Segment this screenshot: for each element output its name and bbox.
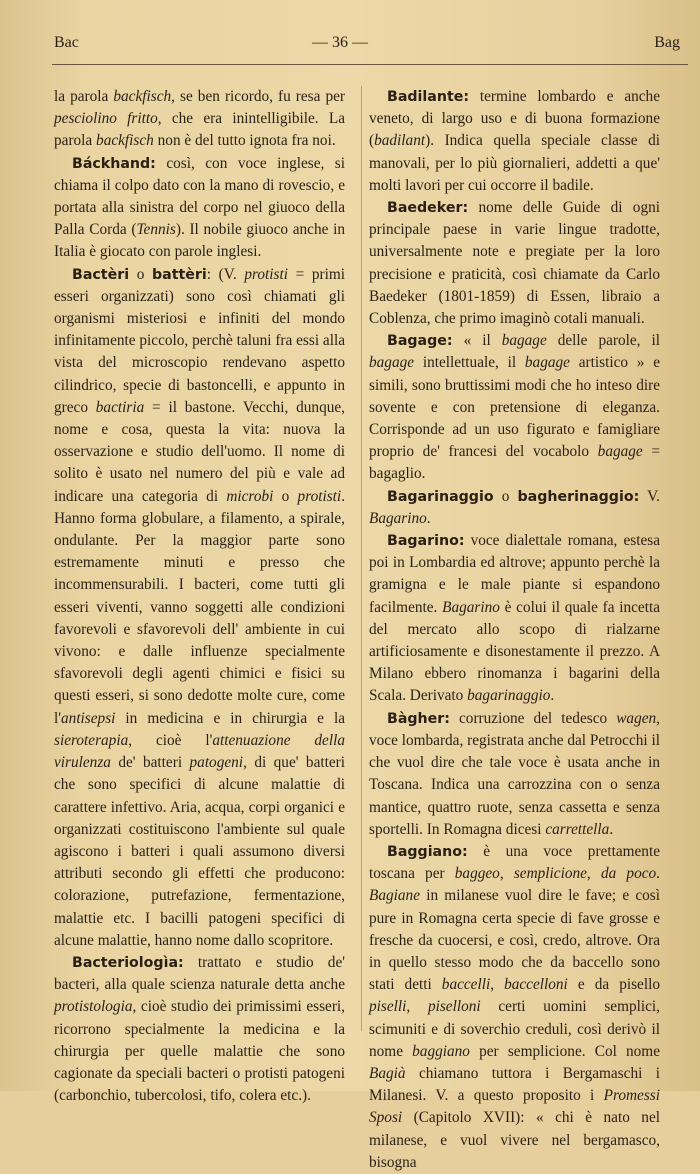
entry-text: ). Indica quella speciale classe di manovali, per lo più giornalieri, addetti a que' molti lavori per cui occorre il badile. [369, 132, 660, 194]
italic-term: bagarinaggio [467, 687, 551, 705]
dictionary-entry [54, 153, 345, 264]
entry-text: de' batteri [110, 754, 190, 772]
italic-term: da poco [600, 865, 657, 883]
italic-term: bagage [369, 354, 415, 372]
italic-term: bagage [597, 443, 643, 461]
entry-headword: bagherinaggio: [517, 488, 640, 505]
entry-headword: Báckhand: [72, 155, 156, 172]
italic-term: carrettella [545, 820, 610, 838]
italic-term: Tennis [136, 221, 176, 239]
entry-text: o [493, 487, 518, 505]
entry-headword: Baggiano: [387, 843, 468, 860]
italic-term: baggeo [454, 865, 500, 883]
entry-text: voce dialettale romana, estesa poi in Lombardia ed altrove; appunto perchè la gramigna e le male piante si espandono facilmente. [369, 532, 660, 616]
entry-text: (Capitolo XVII): « chi è nato nel milanese, e vuol vivere nel bergamasco, bisogna [369, 1109, 660, 1171]
entry-text: , se ben ricordo, fu resa per [171, 88, 345, 105]
entry-text: è colui il quale fa incetta del mercato allo scopo di rialzarne artificiosamente e disonestamente il prezzo. A Milano ebbero rinomanza i bagarini della Scala. Derivato [369, 598, 660, 705]
italic-term: microbi [226, 487, 274, 505]
italic-term: protistologia [54, 998, 133, 1016]
italic-term: badilant [374, 132, 426, 150]
italic-term: attenuazione della virulenza [54, 731, 345, 772]
italic-term: Bagiane [369, 887, 420, 905]
entry-text: intellettuale, il [414, 354, 525, 372]
entry-text: è una voce prettamente toscana per [369, 842, 660, 883]
entry-text: = primi esseri organizzati) sono così chiamati gli organismi misteriosi e infiniti del mondo infinitamente piccolo, perchè taluni fra essi alla vista del microscopio rendevano aspetto cilindrico, specie di bastoncelli, e appunto in greco [54, 265, 345, 416]
entry-text: trattato e studio de' bacteri, alla quale scienza naturale detta anche [54, 953, 345, 994]
entry-headword: Baedeker: [387, 200, 469, 217]
entry-text: . Hanno forma globulare, a filamento, a spirale, ondulante. Per la maggior parte sono estremamente minuti e presso che incommensurabili. I bacteri, come tutti gli esseri viventi, vanno soggetti alle condizioni favorevoli e sfavorevoli dell' ambiente in cui vivono: e dalle influenze specialmente sfavorevoli degli agenti chimici e fisici su questi esseri, si sono dedotte molte cure, come l' [54, 487, 346, 727]
italic-term: bagage [501, 332, 547, 350]
dictionary-entry [369, 530, 660, 708]
entry-text: , che era inintelligibile. La parola [54, 110, 345, 150]
entry-text: , di que' batteri che sono specifici di alcune malattie di carattere infettivo. Aria, acqua, corpi organici e organizzati costituiscono l'ambiente sul quale agiscono i batteri i quali assumono diversi attributi secondo gli effetti che producono: colorazione, putrefazione, fermentazione, malattie etc. I bacilli patogeni specifici di alcune malattie, hanno nome dallo scopritore. [54, 754, 345, 949]
entry-headword: Bagarino: [387, 533, 465, 550]
italic-term: bagage [524, 354, 570, 372]
dictionary-entry [369, 197, 660, 330]
entry-text: . [550, 687, 555, 705]
column-divider [361, 86, 362, 1031]
italic-term: baggiano [412, 1042, 470, 1060]
italic-term: protisti [244, 265, 288, 283]
entry-text: , cioè l' [128, 731, 213, 749]
right-column [369, 86, 660, 1174]
italic-term: bactiria [95, 398, 145, 416]
italic-term: baccelli [441, 976, 491, 994]
dictionary-entry [369, 330, 660, 485]
entry-text: . [656, 865, 660, 883]
italic-term: protisti [297, 487, 342, 505]
entry-text: , [499, 865, 514, 883]
entry-headword: Bactèri [72, 266, 130, 283]
entry-text: : (V. [206, 265, 245, 283]
running-header [0, 34, 700, 58]
entry-headword: Bàgher: [387, 710, 450, 727]
dictionary-entry [54, 264, 345, 952]
entry-text: , [490, 976, 505, 994]
page-number: — 36 — [312, 34, 368, 51]
dictionary-entry [54, 952, 345, 1107]
entry-text: in milanese vuol dire le fave; e così pure in Romagna certa specie di fave grosse e fresche da cuocersi, e così, credo, altrove. Ora in quello stesso modo che da baccello sono stati detti [369, 887, 660, 994]
header-rule [52, 64, 688, 65]
entry-text: per semplicione. Col nome [469, 1042, 660, 1060]
entry-text: o [273, 487, 298, 505]
italic-term: piselloni [427, 998, 481, 1016]
entry-text: « il [452, 332, 502, 350]
entry-text: non è del tutto ignota fra noi. [153, 132, 336, 150]
header-left-guide-word: Bac [54, 34, 79, 51]
entry-text: = il bastone. Vecchi, dunque, nome e cosa, questa la vita: nuova la osservazione e studio dell'uomo. Il nome di solito è usato nel numero del più e vale ad indicare una categoria di [54, 398, 345, 505]
entry-text: e da pisello [567, 976, 660, 994]
italic-term: wagen [616, 709, 657, 727]
italic-term: antisepsi [61, 709, 116, 727]
italic-term: backfisch [113, 88, 172, 105]
entry-text: la parola [54, 88, 114, 105]
dictionary-entry [369, 86, 660, 197]
italic-term: Bagarino [442, 598, 500, 616]
entry-text: chiamano tuttora i Bergamaschi i Milanesi. V. a questo proposito i [369, 1064, 660, 1105]
entry-headword: Bagage: [387, 333, 453, 350]
dictionary-entry [369, 708, 660, 841]
entry-text: , cioè studio dei primissimi esseri, ricorrono specialmente la medicina e la chirurgia per quelle malattie che sono cagionate da speciali bacteri o protisti patogeni (carbonchio, tubercolosi, tifo, colera etc.). [54, 998, 345, 1105]
entry-text: nome delle Guide di ogni principale paese in varie lingue tradotte, universalmente note e pregiate per la loro precisione e praticità, così chiamate da Carlo Baedeker (1801-1859) di Essen, libraio a Coblenza, che primo imaginò cotali manuali. [369, 199, 660, 328]
italic-term: piselli [369, 998, 407, 1016]
italic-term: sieroterapia [54, 731, 129, 749]
entry-text: = bagaglio. [369, 443, 661, 483]
entry-text: così, con voce inglese, si chiama il colpo dato con la mano di rovescio, e portata alla sinistra del corpo nel giuoco della Palla Corda ( [54, 154, 345, 239]
entry-text: termine lombardo e anche veneto, di largo uso e di buona formazione ( [369, 88, 660, 150]
entry-text: , [406, 998, 428, 1016]
entry-text: . [609, 820, 614, 838]
entry-headword: Badilante: [387, 89, 470, 105]
entry-text: certi uomini semplici, scimuniti e di soverchio creduli, così derivò il nome [369, 998, 660, 1060]
dictionary-entry [369, 486, 660, 530]
italic-term: semplicione [513, 865, 587, 883]
entry-text: ). Il nobile giuoco anche in Italia è giocato con parole inglesi. [54, 221, 345, 261]
entry-text: corruzione del tedesco [449, 709, 617, 727]
italic-term: Bagarino [369, 509, 427, 527]
left-column [54, 86, 345, 1107]
entry-text: artistico » e simili, sono bruttissimi modi che ho inteso dire sovente e con pretensione di eleganza. Corrisponde ad un uso figurato e famigliare proprio de' francesi del vocabolo [369, 354, 660, 461]
entry-headword: Bacteriologìa: [72, 954, 184, 971]
entry-text: delle parole, il [546, 332, 660, 350]
entry-text: , [586, 865, 601, 883]
italic-term: pesciolino fritto [54, 110, 158, 128]
entry-headword: Bagarinaggio [387, 488, 494, 505]
entry-headword: battèri [152, 266, 207, 283]
header-right-guide-word: Bag [654, 34, 680, 51]
italic-term: Promessi Sposi [369, 1087, 660, 1127]
italic-term: backfisch [96, 132, 154, 150]
entry-text: o [129, 265, 152, 283]
italic-term: Bagià [369, 1064, 406, 1082]
continued-text [54, 86, 345, 153]
italic-term: baccelloni [504, 976, 568, 994]
entry-text: in medicina e in chirurgia e la [115, 709, 345, 727]
entry-text: . [426, 509, 431, 527]
entry-text: V. [639, 487, 661, 505]
italic-term: patogeni [189, 754, 244, 772]
entry-text: , voce lombarda, registrata anche dal Petrocchi il che vuol dire che tale voce è usata anche in Toscana. Indica una carrozzina con o senza mantice, quattro ruote, senza cassetta e senza sportelli. In Romagna dicesi [369, 709, 660, 838]
dictionary-entry [369, 841, 660, 1174]
